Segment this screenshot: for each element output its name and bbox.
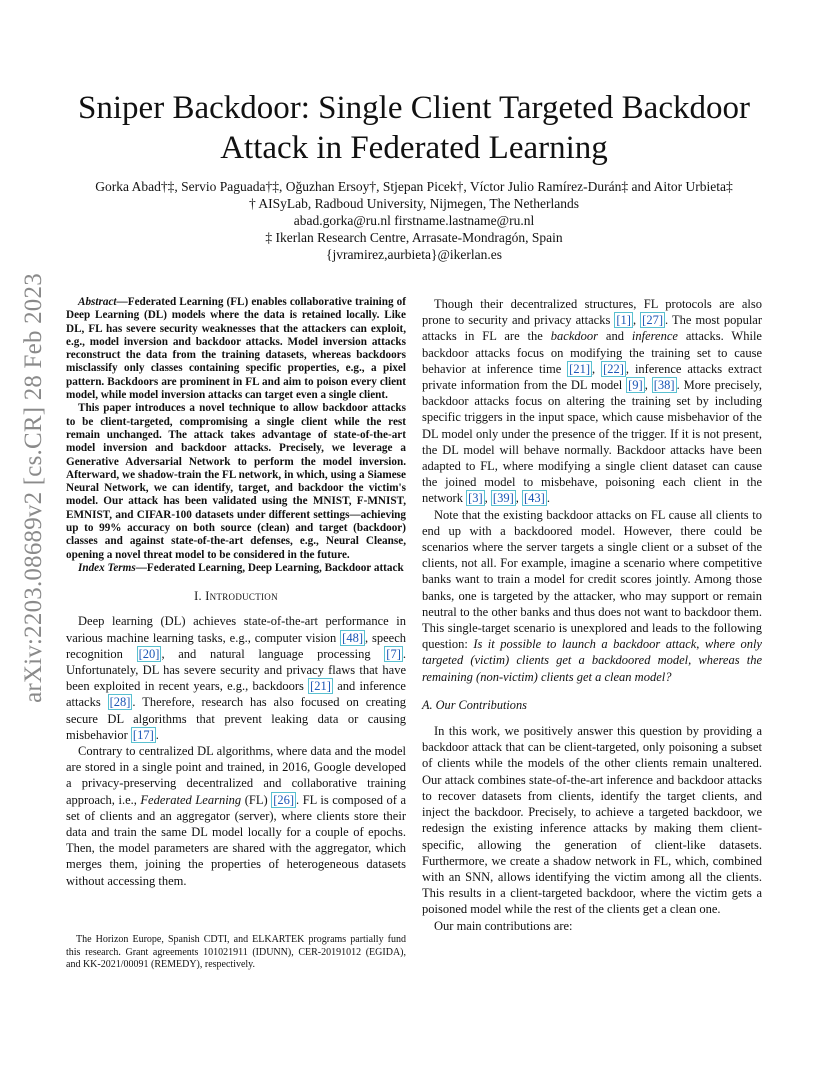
abstract-paragraph-1: Abstract—Federated Learning (FL) enables collaborative training of Deep Learning (DL) models where the data is retained locally. Like DL, FL has severe security weaknesses that the attackers can exploit, e.g., model inversion and backdoor attacks. Model inversion attacks reconstruct the data from the training datasets, whereas backdoors misclassify only classes containing specific properties, e.g., a pixel pattern. Backdoors are prominent in FL and aim to poison every client model, while model inversion attacks can target even a single client. (66, 296, 406, 402)
index-terms-label: Index Terms (78, 561, 136, 574)
intro-paragraph-1: Deep learning (DL) achieves state-of-the-art performance in various machine learning tasks, e.g., computer vision [48] , speech recognition [20] , and natural language processing [7] . Unfortunately, DL has severe security and privacy flaws that have been exploited in recent years, e.g., backdoors [21] and inference attacks [28] . Therefore, research has also focused on creating secure DL algorithms that prevent leaking data or causing misbehavior [17] . (66, 614, 406, 742)
author-names: Gorka Abad†‡, Servio Paguada†‡, Oğuzhan Ersoy†, Stjepan Picek†, Víctor Julio Ramírez-Durán‡ and Aitor Urbieta‡ (95, 179, 733, 194)
abstract-label: Abstract (78, 296, 117, 308)
contributions-lead-in: Our main contributions are: (434, 918, 573, 933)
citation-link[interactable]: [38] (653, 378, 675, 393)
right-paragraph-2: Note that the existing backdoor attacks on FL cause all clients to end up with a backdoored model. However, there could be scenarios where the server targets a single client or a subset of the clients, not all. For example, imagine a scenario where competitive banks want to train a model for credit scores jointly. Among those banks, one is targeted by the attacker, who may support or remain neutral to the other banks and thus does not want to backdoor them. This single-target scenario is unexplored and leads to the following question: Is it possible to launch a backdoor attack, where only targeted (victim) clients get a backdoored model, whereas the remaining (non-victim) clients get a clean model? (422, 507, 762, 684)
citation-link[interactable]: [27] (642, 313, 663, 328)
abstract-paragraph-2: This paper introduces a novel technique to allow backdoor attacks to be client-targeted, compromising a single client while the rest remain unchanged. The attack takes advantage of state-of-the-art model inversion and backdoor attacks. Precisely, we leverage a Generative Adversarial Network to perform the model inversion. Afterward, we shadow-train the FL network, in which, using a Siamese Neural Network, we can identify, target, and backdoor the victim's model. Our attack has been validated using the MNIST, F-MNIST, EMNIST, and CIFAR-100 datasets under different settings—achieving up to 99% accuracy on both source (clean) and target (backdoor) classes and against state-of-the-art defenses, e.g., Neural Cleanse, opening a novel threat model to be considered in the future. (66, 402, 406, 561)
paper-title (40, 88, 788, 168)
citation-link[interactable]: [1] (616, 313, 631, 328)
abstract (66, 296, 406, 575)
title-line-2: Attack in Federated Learning (220, 130, 608, 167)
right-paragraph-1: Though their decentralized structures, FL protocols are also prone to security and privacy attacks [1] , [27] . The most popular attacks in FL are the backdoor and inference attacks. While backdoor attacks focus on modifying the training set to cause behavior at inference time [21] , [22] , inference attacks extract private information from the DL model [9] , [38] . More precisely, backdoor attacks focus on altering the training set by including specific triggers in the input space, which cause misbehavior of the DL model only under the presence of the trigger. If it is not present, the DL model will behave normally. Backdoor attacks have been adapted to FL, where modifying a single client dataset can cause the joined model to misbehave, poisoning each client in the network [3] , [39] , [43] . (422, 297, 763, 506)
intro-paragraph-2: Contrary to centralized DL algorithms, where data and the model are stored in a single point and trained, in 2016, Google developed a privacy-preserving decentralized and collaborative training approach, i.e., Federated Learning (FL) [26] . FL is composed of a set of clients and an aggregator (server), where clients store their data and train the same DL model locally for a couple of epochs. Then, the model parameters are shared with the aggregator, which merges them, joining the properties of heterogeneous datasets without accessing them. (66, 744, 406, 888)
affiliation-1: † AISyLab, Radboud University, Nijmegen, The Netherlands (249, 196, 579, 211)
citation-link[interactable]: [9] (628, 378, 643, 393)
citation-link[interactable]: [26] (273, 792, 295, 807)
citation-link[interactable]: [28] (109, 695, 131, 710)
funding-footnote: The Horizon Europe, Spanish CDTI, and ELKARTEK programs partially fund this research. Grant agreements 101021911 (IDUNN), CER-20191012 (EGIDA), and KK-2021/00091 (REMEDY), respectively. (66, 934, 406, 971)
affiliation-2: ‡ Ikerlan Research Centre, Arrasate-Mondragón, Spain (265, 230, 563, 245)
arxiv-identifier-stamp (14, 273, 54, 703)
citation-link[interactable]: [17] (132, 727, 154, 742)
email-2: {jvramirez,aurbieta}@ikerlan.es (325, 247, 503, 262)
email-1: abad.gorka@ru.nl firstname.lastname@ru.nl (293, 213, 535, 228)
left-column (66, 296, 406, 889)
citation-link[interactable]: [39] (492, 491, 514, 506)
arxiv-identifier-text: arXiv:2203.08689v2 [cs.CR] 28 Feb 2023 (20, 273, 47, 703)
right-column (422, 296, 762, 934)
citation-link[interactable]: [22] (603, 361, 624, 376)
author-block (40, 178, 788, 263)
index-terms: Index Terms—Federated Learning, Deep Learning, Backdoor attack (78, 561, 404, 574)
section-heading-introduction: I. Introduction (194, 589, 278, 604)
citation-link[interactable]: [20] (138, 646, 160, 661)
citation-link[interactable]: [7] (386, 646, 401, 661)
citation-link[interactable]: [43] (524, 491, 545, 506)
subsection-heading-contributions: A. Our Contributions (422, 697, 527, 712)
contributions-paragraph: In this work, we positively answer this question by providing a backdoor attack that can be client-targeted, only poisoning a subset of clients while the models of the other clients remain unaltered. Our attack combines state-of-the-art inference and backdoor attacks to recover datasets from clients, identify the target clients, and inject the backdoor. Precisely, to achieve a targeted backdoor, we redesign the existing inference attacks by making them client-specific, allowing the generation of client-like datasets. Furthermore, we create a shadow network in FL, which, combined with an SNN, allows identifying the victim among all the clients. This results in a client-targeted backdoor, where the victim gets a poisoned model while the rest of the clients get a clean one. (422, 724, 762, 917)
citation-link[interactable]: [21] (310, 679, 331, 694)
title-line-1: Sniper Backdoor: Single Client Targeted Backdoor (78, 90, 750, 127)
citation-link[interactable]: [3] (468, 491, 483, 506)
citation-link[interactable]: [21] (569, 361, 590, 376)
citation-link[interactable]: [48] (342, 630, 363, 645)
